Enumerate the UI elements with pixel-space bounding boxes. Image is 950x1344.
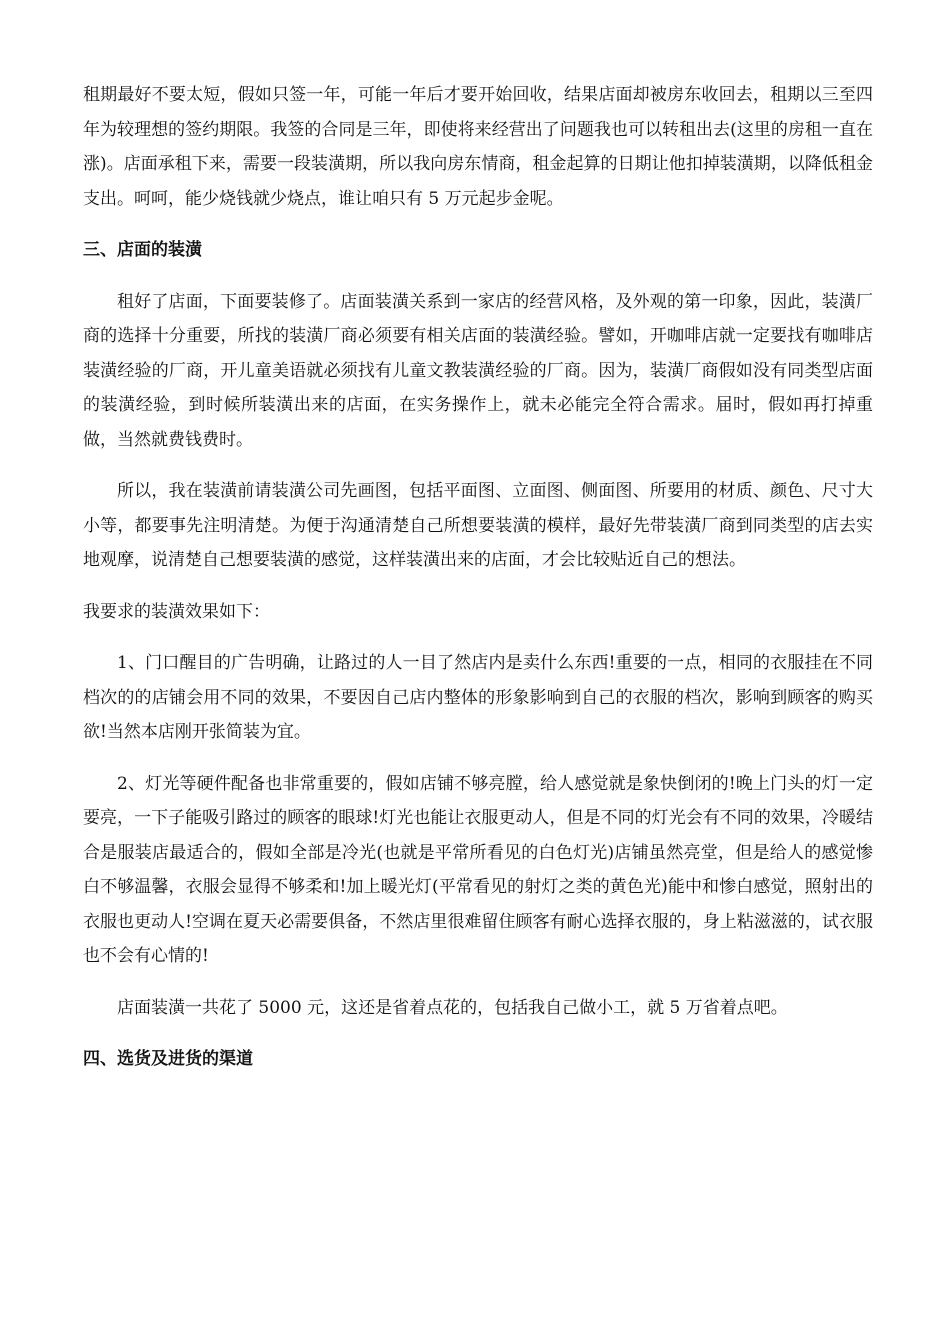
paragraph-lease-term: 租期最好不要太短，假如只签一年，可能一年后才要开始回收，结果店面却被房东收回去，租期以三至四年为较理想的签约期限。我签的合同是三年，即使将来经营出了问题我也可以转租出去(这里的房租一直在涨)。店面承租下来，需要一段装潢期，所以我向房东情商，租金起算的日期让他扣掉装潢期，以降低租金支出。呵呵，能少烧钱就少烧点，谁让咱只有 5 万元起步金呢。 [83, 85, 873, 209]
paragraph-decoration-vendor: 租好了店面，下面要装修了。店面装潢关系到一家店的经营风格，及外观的第一印象，因此，装潢厂商的选择十分重要，所找的装潢厂商必须要有相关店面的装潢经验。譬如，开咖啡店就一定要找有咖啡店装潢经验的厂商，开儿童美语就必须找有儿童文教装潢经验的厂商。因为，装潢厂商假如没有同类型店面的装潢经验，到时候所装潢出来的店面，在实务操作上，就未必能完全符合需求。届时，假如再打掉重做，当然就费钱费时。 [83, 291, 873, 450]
paragraph-decoration-cost: 店面装潢一共花了 5000 元，这还是省着点花的，包括我自己做小工，就 5 万省着点吧。 [117, 997, 788, 1018]
document-page [83, 78, 873, 1094]
paragraph-decoration-drawings: 所以，我在装潢前请装潢公司先画图，包括平面图、立面图、侧面图、所要用的材质、颜色、尺寸大小等，都要事先注明清楚。为便于沟通清楚自己所想要装潢的模样，最好先带装潢厂商到同类型的店去实地观摩，说清楚自己想要装潢的感觉，这样装潢出来的店面，才会比较贴近自己的想法。 [83, 481, 873, 570]
section-heading-decoration: 三、店面的装潢 [83, 240, 202, 260]
list-item-lighting: 2、灯光等硬件配备也非常重要的，假如店铺不够亮膛，给人感觉就是象快倒闭的!晚上门头的灯一定要亮，一下子能吸引路过的顾客的眼球!灯光也能让衣服更动人，但是不同的灯光会有不同的效果，冷暖结合是服装店最适合的，假如全部是冷光(也就是平常所看见的白色灯光)店铺虽然亮堂，但是给人的感觉惨白不够温馨，衣服会显得不够柔和!加上暖光灯(平常看见的射灯之类的黄色光)能中和惨白感觉，照射出的衣服也更动人!空调在夏天必需要俱备，不然店里很难留住顾客有耐心选择衣服的，身上粘滋滋的，试衣服也不会有心情的! [83, 773, 873, 966]
section-heading-purchasing: 四、选货及进货的渠道 [83, 1049, 253, 1069]
paragraph-requirements-intro: 我要求的装潢效果如下： [83, 601, 270, 622]
list-item-signage: 1、门口醒目的广告明确，让路过的人一目了然店内是卖什么东西!重要的一点，相同的衣服挂在不同档次的的店铺会用不同的效果，不要因自己店内整体的形象影响到自己的衣服的档次，影响到顾客的购买欲!当然本店刚开张简装为宜。 [83, 653, 873, 742]
